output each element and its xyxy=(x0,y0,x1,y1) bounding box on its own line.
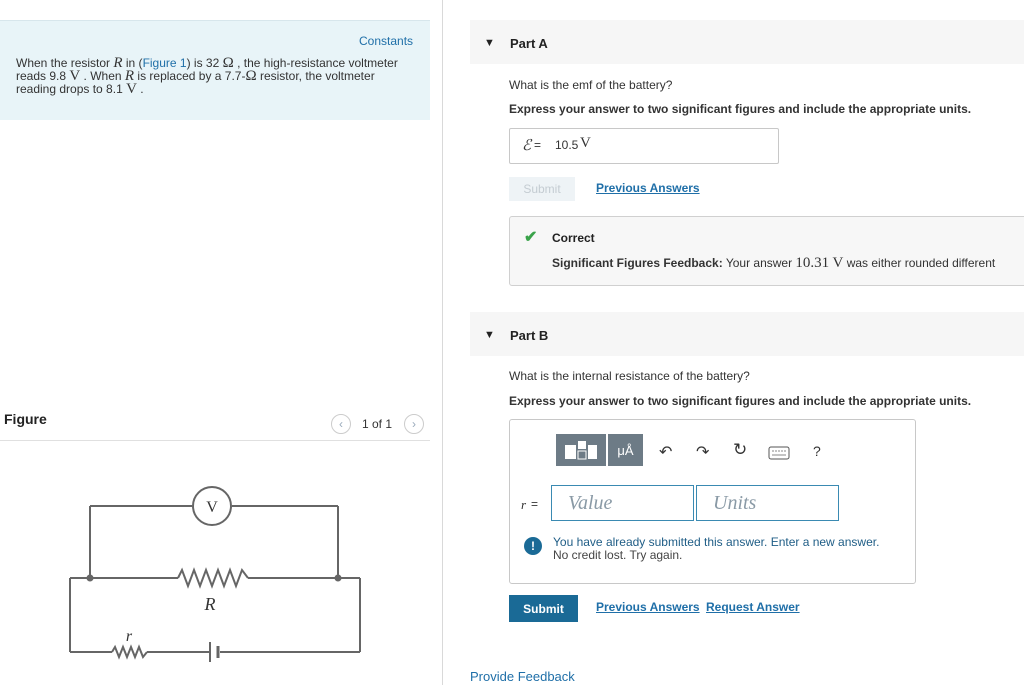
part-a-title: Part A xyxy=(510,36,548,51)
panel-divider xyxy=(442,0,443,685)
figure-link[interactable]: Figure 1 xyxy=(142,56,187,70)
voltmeter-label: V xyxy=(206,499,218,516)
part-b-header[interactable] xyxy=(470,312,1024,356)
part-a-header[interactable] xyxy=(470,20,1024,64)
circuit-diagram xyxy=(60,480,380,680)
figure-title: Figure xyxy=(4,411,47,427)
collapse-caret-icon[interactable]: ▼ xyxy=(484,329,495,341)
prev-figure-button[interactable] xyxy=(331,414,351,434)
part-b-instruction: Express your answer to two significant figures and include the appropriate units. xyxy=(509,394,972,408)
part-a-instruction: Express your answer to two significant figures and include the appropriate units. xyxy=(509,102,972,116)
checkmark-icon: ✔ xyxy=(524,229,538,246)
figure-header-rule xyxy=(0,440,430,441)
units-button[interactable]: μÅ xyxy=(608,434,643,466)
undo-icon[interactable]: ↶ xyxy=(659,444,673,461)
answer-unit: V xyxy=(580,135,591,151)
problem-text: When the resistor R in (Figure 1) is 32 Ω , the high-resistance voltmeter reads 9.8 V . When R is replaced by a 7.7-Ω resistor, the voltmeter reading drops to 8.1 V . xyxy=(16,55,398,97)
units-input[interactable]: Units xyxy=(696,485,839,521)
request-answer-link[interactable]: Request Answer xyxy=(706,600,800,614)
resubmit-warning: You have already submitted this answer. Enter a new answer. No credit lost. Try again. xyxy=(553,535,880,562)
variable-label: r xyxy=(521,497,527,512)
equals-sign: = xyxy=(534,138,542,152)
constants-link[interactable]: Constants xyxy=(359,34,414,48)
emf-symbol: ℰ xyxy=(522,138,532,154)
next-figure-button[interactable] xyxy=(404,414,424,434)
help-icon[interactable]: ? xyxy=(813,443,821,459)
part-b-previous-answers-link[interactable]: Previous Answers xyxy=(596,600,700,614)
templates-button[interactable] xyxy=(556,434,606,466)
part-a-submit-button[interactable]: Submit xyxy=(509,177,575,201)
part-b-submit-button[interactable]: Submit xyxy=(509,595,578,622)
resistor-label: R xyxy=(204,594,216,614)
internal-resistance-label: r xyxy=(125,628,133,645)
part-a-previous-answers-link[interactable]: Previous Answers xyxy=(596,181,700,195)
chevron-left-icon: ‹ xyxy=(339,417,343,431)
part-b-title: Part B xyxy=(510,328,549,343)
templates-icon xyxy=(564,440,598,460)
alert-icon: ! xyxy=(524,537,542,555)
answer-value: 10.5 xyxy=(555,138,579,152)
feedback-text: Significant Figures Feedback: Your answer 10.31 V was either rounded different xyxy=(552,255,996,271)
part-a-question: What is the emf of the battery? xyxy=(509,78,673,92)
part-a-feedback-box xyxy=(509,216,1024,286)
feedback-status: Correct xyxy=(552,231,595,245)
provide-feedback-link[interactable]: Provide Feedback xyxy=(470,669,575,684)
reset-icon[interactable]: ↻ xyxy=(733,440,748,459)
part-b-question: What is the internal resistance of the battery? xyxy=(509,369,750,383)
collapse-caret-icon[interactable]: ▼ xyxy=(484,37,495,49)
chevron-right-icon: › xyxy=(412,417,416,431)
redo-icon[interactable]: ↷ xyxy=(696,444,710,461)
part-a-answer-box xyxy=(509,128,779,164)
keyboard-icon[interactable] xyxy=(768,446,790,460)
figure-page-count: 1 of 1 xyxy=(362,417,393,431)
value-input[interactable]: Value xyxy=(551,485,694,521)
equals-sign: = xyxy=(531,497,539,511)
